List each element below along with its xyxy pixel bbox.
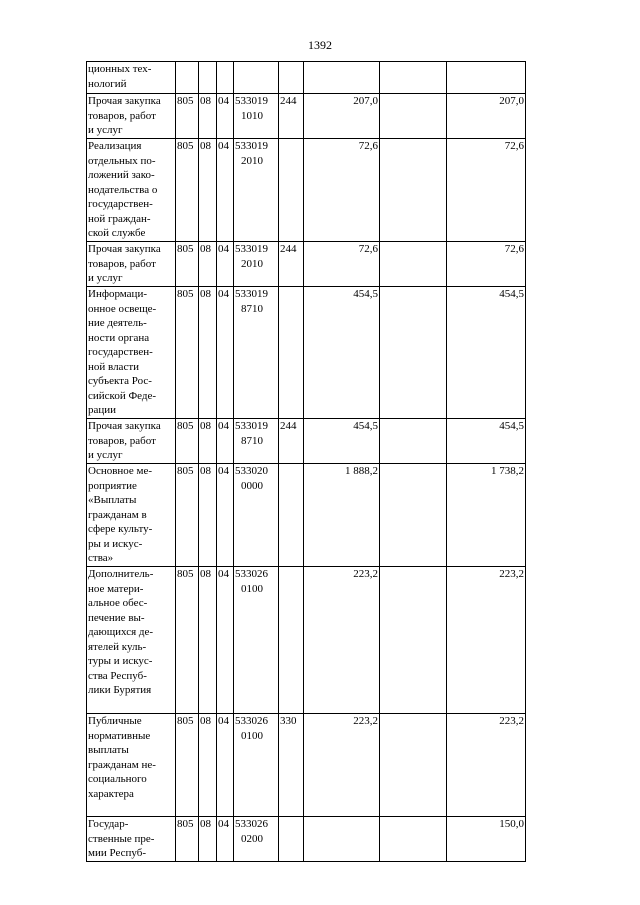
- target-article-line: 1010: [241, 109, 263, 122]
- row-name-line: ства»: [88, 552, 114, 564]
- row-name-line: товаров, работ: [88, 257, 156, 270]
- row-name-line: ственные пре-: [88, 832, 155, 845]
- row-name-line: ние деятель-: [88, 317, 147, 329]
- amount-cell-3: 454,5: [447, 419, 526, 464]
- expense-type-cell: [279, 464, 304, 567]
- row-name-line: гражданам не-: [88, 758, 156, 771]
- row-name-cell: [87, 139, 176, 242]
- row-name-line: нормативные: [88, 729, 151, 742]
- row-name-line: выплаты: [88, 744, 129, 756]
- amount-cell-1: 454,5: [304, 419, 380, 464]
- target-article-cell: [234, 714, 279, 817]
- amount-cell-3: 207,0: [447, 94, 526, 139]
- amount-cell-3: 150,0: [447, 817, 526, 862]
- subsection-code-cell: 04: [217, 242, 234, 287]
- target-article-line: 533019: [235, 288, 268, 300]
- ved-code-cell: 805: [176, 419, 199, 464]
- subsection-code-cell: 04: [217, 817, 234, 862]
- row-name-line: печение вы-: [88, 611, 145, 624]
- subsection-code-cell: 04: [217, 464, 234, 567]
- row-name-line: нологий: [88, 77, 127, 90]
- target-article-line: 0200: [241, 832, 263, 845]
- subsection-code-cell: [217, 62, 234, 94]
- expense-type-cell: [279, 817, 304, 862]
- table-row: [87, 419, 593, 464]
- ved-code-cell: 805: [176, 139, 199, 242]
- row-name-line: Прочая закупка: [88, 420, 161, 432]
- row-name-cell: [87, 62, 176, 94]
- expense-type-cell: [279, 567, 304, 714]
- amount-cell-1: 207,0: [304, 94, 380, 139]
- target-article-line: 533019: [235, 95, 268, 107]
- section-code-cell: 08: [199, 567, 217, 714]
- row-name-line: ной власти: [88, 360, 140, 373]
- row-name-line: ное матери-: [88, 582, 144, 595]
- section-code-cell: 08: [199, 242, 217, 287]
- expense-type-cell: 330: [279, 714, 304, 817]
- row-name-line: ры и искус-: [88, 537, 143, 550]
- row-name-line: Прочая закупка: [88, 95, 161, 107]
- ved-code-cell: [176, 62, 199, 94]
- target-article-line: 533019: [235, 420, 268, 432]
- target-article-line: 2010: [241, 257, 263, 270]
- expense-type-cell: [279, 139, 304, 242]
- section-code-cell: 08: [199, 817, 217, 862]
- target-article-cell: [234, 464, 279, 567]
- table-row: [87, 714, 593, 817]
- row-name-cell: [87, 714, 176, 817]
- table-row: [87, 287, 593, 419]
- target-article-cell: [234, 242, 279, 287]
- row-name-line: социального: [88, 773, 147, 785]
- row-name-line: туры и искус-: [88, 655, 153, 667]
- ved-code-cell: 805: [176, 94, 199, 139]
- row-name-line: сийской Феде-: [88, 389, 157, 402]
- target-article-cell: [234, 94, 279, 139]
- subsection-code-cell: 04: [217, 567, 234, 714]
- amount-cell-1: 72,6: [304, 139, 380, 242]
- target-article-cell: [234, 419, 279, 464]
- amount-cell-2: [380, 817, 447, 862]
- row-name-line: лики Бурятия: [88, 684, 152, 696]
- amount-cell-3: 72,6: [447, 242, 526, 287]
- row-name-line: Информаци-: [88, 288, 147, 300]
- row-name-line: Прочая закупка: [88, 243, 161, 255]
- target-article-line: 8710: [241, 434, 263, 447]
- row-name-line: Реализация: [88, 140, 142, 152]
- amount-cell-3: 223,2: [447, 567, 526, 714]
- row-name-cell: [87, 287, 176, 419]
- row-name-line: и услуг: [88, 272, 123, 284]
- target-article-line: 533020: [235, 465, 268, 477]
- budget-table: [86, 61, 593, 862]
- expense-type-cell: 244: [279, 419, 304, 464]
- row-name-line: товаров, работ: [88, 109, 156, 122]
- row-name-line: Публичные: [88, 715, 142, 727]
- subsection-code-cell: 04: [217, 714, 234, 817]
- amount-cell-3: 72,6: [447, 139, 526, 242]
- target-article-line: 0000: [241, 479, 263, 492]
- section-code-cell: 08: [199, 419, 217, 464]
- subsection-code-cell: 04: [217, 94, 234, 139]
- target-article-cell: [234, 567, 279, 714]
- target-article-line: 533026: [235, 715, 268, 727]
- row-name-line: и услуг: [88, 449, 123, 461]
- amount-cell-2: [380, 62, 447, 94]
- section-code-cell: [199, 62, 217, 94]
- amount-cell-1: 223,2: [304, 714, 380, 817]
- ved-code-cell: 805: [176, 242, 199, 287]
- amount-cell-2: [380, 714, 447, 817]
- amount-cell-3: [447, 62, 526, 94]
- ved-code-cell: 805: [176, 714, 199, 817]
- row-name-line: отдельных по-: [88, 154, 156, 167]
- row-name-cell: [87, 419, 176, 464]
- row-name-line: субъекта Рос-: [88, 375, 152, 387]
- subsection-code-cell: 04: [217, 419, 234, 464]
- row-name-line: государствен-: [88, 198, 153, 210]
- amount-cell-3: 1 738,2: [447, 464, 526, 567]
- amount-cell-2: [380, 94, 447, 139]
- row-name-cell: [87, 464, 176, 567]
- ved-code-cell: 805: [176, 464, 199, 567]
- section-code-cell: 08: [199, 464, 217, 567]
- row-name-line: мии Респуб-: [88, 847, 146, 859]
- amount-cell-1: 1 888,2: [304, 464, 380, 567]
- amount-cell-1: 454,5: [304, 287, 380, 419]
- row-name-line: гражданам в: [88, 508, 147, 521]
- target-article-cell: [234, 817, 279, 862]
- row-name-line: ской службе: [88, 227, 146, 239]
- row-name-line: сфере культу-: [88, 523, 153, 535]
- target-article-cell: [234, 139, 279, 242]
- amount-cell-2: [380, 242, 447, 287]
- table-row: [87, 464, 593, 567]
- amount-cell-3: 454,5: [447, 287, 526, 419]
- section-code-cell: 08: [199, 139, 217, 242]
- amount-cell-2: [380, 419, 447, 464]
- row-name-line: «Выплаты: [88, 494, 137, 506]
- row-name-line: Государ-: [88, 818, 129, 830]
- table-row: [87, 139, 593, 242]
- row-name-line: роприятие: [88, 479, 137, 492]
- target-article-line: 533026: [235, 818, 268, 830]
- row-name-line: ства Респуб-: [88, 669, 147, 682]
- expense-type-cell: 244: [279, 242, 304, 287]
- target-article-cell: [234, 287, 279, 419]
- target-article-line: 533026: [235, 568, 268, 580]
- target-article-line: 2010: [241, 154, 263, 167]
- row-name-line: ложений зако-: [88, 169, 155, 181]
- row-name-line: нодательства о: [88, 183, 158, 196]
- amount-cell-1: [304, 62, 380, 94]
- table-row: [87, 62, 593, 94]
- page-number: 1392: [308, 38, 332, 52]
- amount-cell-3: 223,2: [447, 714, 526, 817]
- row-name-line: и услуг: [88, 124, 123, 136]
- row-name-cell: [87, 817, 176, 862]
- expense-type-cell: [279, 287, 304, 419]
- row-name-line: ционных тех-: [88, 63, 152, 75]
- target-article-line: 0100: [241, 729, 263, 742]
- row-name-line: характера: [88, 787, 134, 800]
- amount-cell-2: [380, 464, 447, 567]
- row-name-cell: [87, 94, 176, 139]
- section-code-cell: 08: [199, 94, 217, 139]
- ved-code-cell: 805: [176, 817, 199, 862]
- target-article-line: 533019: [235, 140, 268, 152]
- section-code-cell: 08: [199, 287, 217, 419]
- ved-code-cell: 805: [176, 567, 199, 714]
- subsection-code-cell: 04: [217, 139, 234, 242]
- expense-type-cell: [279, 62, 304, 94]
- amount-cell-1: 72,6: [304, 242, 380, 287]
- row-name-line: онное освеще-: [88, 302, 157, 315]
- amount-cell-2: [380, 567, 447, 714]
- row-name-line: Основное ме-: [88, 465, 153, 477]
- row-name-line: ности органа: [88, 331, 150, 344]
- subsection-code-cell: 04: [217, 287, 234, 419]
- ved-code-cell: 805: [176, 287, 199, 419]
- target-article-line: 8710: [241, 302, 263, 315]
- expense-type-cell: 244: [279, 94, 304, 139]
- row-name-cell: [87, 242, 176, 287]
- amount-cell-2: [380, 139, 447, 242]
- target-article-line: 0100: [241, 582, 263, 595]
- amount-cell-2: [380, 287, 447, 419]
- row-name-line: Дополнитель-: [88, 568, 154, 580]
- row-name-line: альное обес-: [88, 597, 148, 609]
- row-name-line: рации: [88, 404, 117, 416]
- row-name-cell: [87, 567, 176, 714]
- table-row: [87, 94, 593, 139]
- row-name-line: товаров, работ: [88, 434, 156, 447]
- target-article-cell: [234, 62, 279, 94]
- row-name-line: государствен-: [88, 346, 153, 358]
- row-name-line: ной граждан-: [88, 212, 151, 225]
- table-row: [87, 817, 593, 862]
- table-row: [87, 567, 593, 714]
- amount-cell-1: 223,2: [304, 567, 380, 714]
- amount-cell-1: [304, 817, 380, 862]
- section-code-cell: 08: [199, 714, 217, 817]
- table-row: [87, 242, 593, 287]
- row-name-line: ятелей куль-: [88, 640, 147, 653]
- row-name-line: дающихся де-: [88, 626, 154, 638]
- target-article-line: 533019: [235, 243, 268, 255]
